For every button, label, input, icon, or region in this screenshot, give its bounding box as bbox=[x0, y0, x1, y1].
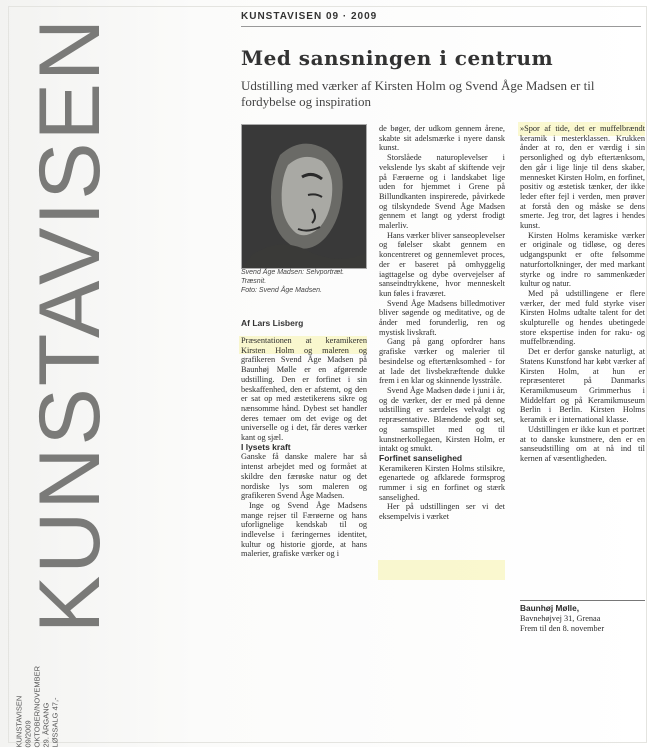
paragraph: »Spor af tide, det er muffelbrændt keramik i mesterklassen. Krukken ånder at ro, den er værdig i sin personlighed og dyb eftertænksom, den går i lige linje til dens skaber, mennesket Kirsten Holm, en forfinet, positiv og æstetisk tænker, der ikke leder efter fejl i verden, men prøver at forstå den og måske se dens smerte. Jeg tror, det lagres i hendes kunst. bbox=[520, 124, 645, 231]
paragraph: Svend Åge Madsens billedmotiver bliver søgende og meditative, og de ånder med forunderlig, ren og mystisk livskraft. bbox=[379, 298, 505, 337]
issue-line: 29. ÅRGANG bbox=[41, 702, 51, 748]
paragraph: Hans værker bliver sanseoplevelser og følelser skabt gennem en koncentreret og gennemlevet proces, der er baseret på omhyggelig iagttagelse og dybe overvejelser af sanseindtrykkene, hvor menneskelt kun føles i fraværet. bbox=[379, 230, 505, 298]
article-headline: Med sansningen i centrum bbox=[241, 46, 554, 70]
column-1 bbox=[241, 336, 367, 559]
subheading-sanselighed: Forfinet sanselighed bbox=[379, 452, 463, 463]
masthead-title: KUNSTAVISEN bbox=[22, 16, 118, 634]
caption-line: Svend Åge Madsen: Selvportræt. bbox=[241, 269, 345, 276]
byline: Af Lars Lisberg bbox=[241, 318, 304, 328]
caption-line: Træsnit. bbox=[241, 278, 267, 285]
subheading-lys: I lysets kraft bbox=[241, 441, 291, 452]
venue-address: Bavnehøjvej 31, Grenaa bbox=[520, 614, 601, 623]
exhibition-info bbox=[520, 603, 645, 634]
paragraph: Udstillingen er ikke kun et portræt at to danske kunstnere, den er en sanseudstilling om at nå ind til kernen af væsentligheden. bbox=[520, 424, 645, 463]
portrait-caption bbox=[241, 268, 365, 295]
paragraph: Med på udstillingene er flere værker, der med fuld styrke viser Kirsten Holms udtalte talent for det skulpturelle og hendes ubetingede store ekspertise inden for raku- og muffelbrænding. bbox=[520, 288, 645, 347]
paragraph: Ganske få danske malere har så intenst arbejdet med og formået at skildre den færøske natur og det nordiske lys som maleren og grafikeren Svend Åge Madsen. bbox=[241, 452, 367, 501]
venue-name: Baunhøj Mølle, bbox=[520, 603, 579, 613]
paragraph: Her på udstillingen ser vi det eksempelvis i værket bbox=[379, 502, 505, 522]
paragraph: Kirsten Holms keramiske værker er originale og tidløse, og deres udgangspunkt er ofte følsomme naturfortolkninger, der med markant styrke og indre ro sammenkæder kultur og natur. bbox=[520, 230, 645, 289]
exhibition-dates: Frem til den 8. november bbox=[520, 624, 605, 633]
issue-line: KUNSTAVISEN bbox=[14, 695, 24, 748]
self-portrait-woodcut bbox=[241, 124, 367, 269]
column-2 bbox=[379, 124, 505, 522]
info-divider bbox=[520, 600, 645, 601]
issue-line: 09/2009 bbox=[23, 720, 33, 748]
intro-paragraph: Præsentationen at keramikeren Kirsten Holm og maleren og grafikeren Svend Åge Madsen på Baunhøj Mølle er en afgørende udstilling. Den er forfinet i sin beskaffenhed, den er afstemt, og den er sat op med æstetikerens sikre og nænsomme hånd. Dybest set handler deres temaer om det evige og det universelle og i det, får deres værker kant og sjæl. bbox=[241, 336, 367, 443]
paragraph: Keramikeren Kirsten Holms stilsikre, egenartede og afklarede formsprog rummer i sig en forfinet og stærk sanselighed. bbox=[379, 463, 505, 502]
paragraph: Svend Åge Madsen døde i juni i år, og de værker, der er med på denne udstilling er særdeles velvalgt og repræsentative. Blændende godt set, og samspillet med og til kunstnerkollegaen, Kirsten Holm, er intakt og smukt. bbox=[379, 385, 505, 454]
issue-info-vertical bbox=[15, 658, 60, 748]
paragraph: Gang på gang opfordrer hans grafiske værker og malerier til besindelse og eftertænksomhed - for at lade det livsbekræftende dukke frem i en klar og skinnende lysstråle. bbox=[379, 337, 505, 386]
highlight-mark bbox=[378, 560, 505, 580]
paragraph: de bøger, der udkom gennem årene, skabte sit adelsmærke i nyere dansk kunst. bbox=[379, 124, 505, 153]
paragraph: Det er derfor ganske naturligt, at Statens Kunstfond har købt værker af Kirsten Holm, at hun er repræsenteret på Danmarks Keramikmuseum Grimmerhus i Middelfart og på Keramikmuseum Berlin i Berlin. Kirsten Holms keramik er i international klasse. bbox=[520, 347, 645, 425]
article-subhead: Udstilling med værker af Kirsten Holm og Svend Åge Madsen er til fordybelse og inspiration bbox=[241, 78, 595, 109]
issue-line: LØSSALG 47,- bbox=[50, 697, 60, 748]
issue-line: OKTOBER/NOVEMBER bbox=[32, 665, 42, 748]
section-kicker: KUNSTAVISEN 09 · 2009 bbox=[241, 11, 378, 22]
caption-line: Foto: Svend Åge Madsen. bbox=[241, 287, 322, 294]
column-3 bbox=[520, 124, 645, 464]
paragraph: Storslåede naturoplevelser i vekslende lys skabt af skiftende vejr på Færøerne og i landskabet lige uden for hjemmet i Grene på Billundkanten inspirerede, påvirkede og tilskyndede Svend Åge Madsen gennem et langt og yderst frodigt malerliv. bbox=[379, 153, 505, 231]
paragraph: Inge og Svend Åge Madsens mange rejser til Færøerne og hans uforlignelige kendskab til og indlevelse i færingernes identitet, kultur og historie gjorde, at hans malerier, grafiske værker og i bbox=[241, 500, 367, 559]
kicker-divider bbox=[241, 26, 641, 27]
